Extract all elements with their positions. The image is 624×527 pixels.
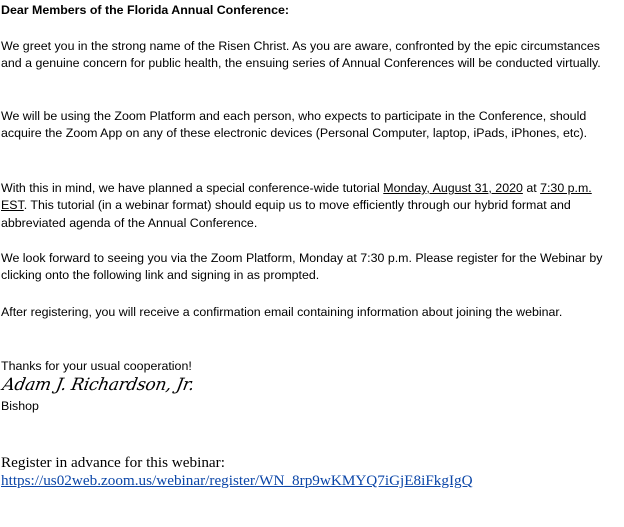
- register-label: Register in advance for this webinar:: [1, 454, 225, 471]
- paragraph-tutorial: [1, 180, 621, 232]
- tutorial-text-intro: With this in mind, we have planned a special conference-wide tutorial: [1, 181, 384, 195]
- paragraph-greeting: We greet you in the strong name of the Risen Christ. As you are aware, confronted by the epic circumstances and a genuine concern for public health, the ensuing series of Annual Conferences will be conducted virtually.: [1, 39, 601, 71]
- paragraph-confirmation: After registering, you will receive a confirmation email containing information about joining the webinar.: [1, 305, 563, 319]
- signature: Adam J. Richardson, Jr.: [0, 375, 196, 395]
- register-link[interactable]: https://us02web.zoom.us/webinar/register/WN_8rp9wKMYQ7iGjE8iFkgIgQ: [1, 472, 473, 489]
- paragraph-register-instructions: We look forward to seeing you via the Zoom Platform, Monday at 7:30 p.m. Please register for the Webinar by clicking onto the following link and signing in as prompted.: [1, 251, 603, 283]
- paragraph-zoom-platform: We will be using the Zoom Platform and each person, who expects to participate in the Conference, should acquire the Zoom App on any of these electronic devices (Personal Computer, laptop, iPads, iPhones, etc).: [1, 109, 588, 141]
- tutorial-text-rest: . This tutorial (in a webinar format) should equip us to move efficiently through our hybrid format and abbreviated agenda of the Annual Conference.: [1, 198, 571, 230]
- salutation: Dear Members of the Florida Annual Conference:: [1, 3, 290, 17]
- tutorial-date: Monday, August 31, 2020: [383, 181, 523, 195]
- signer-title: Bishop: [1, 399, 39, 413]
- closing-line: Thanks for your usual cooperation!: [1, 359, 192, 373]
- tutorial-text-at: at: [522, 181, 541, 195]
- tutorial-time: 7:30 p.m. EST: [1, 181, 592, 213]
